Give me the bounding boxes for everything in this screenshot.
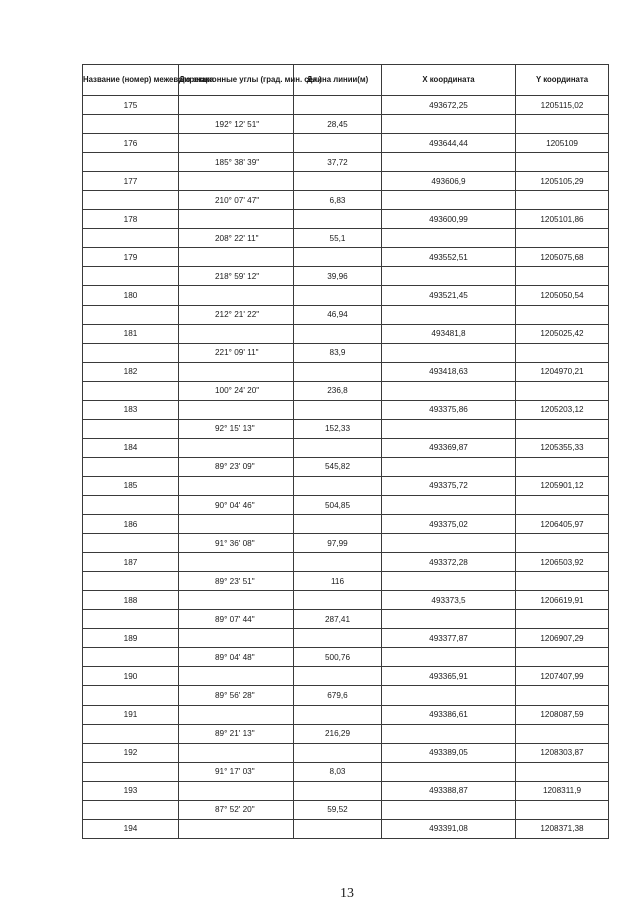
direction-angle-cell [179, 705, 294, 724]
line-length-cell [294, 743, 382, 762]
header-line-length: Длина линии(м) [294, 65, 382, 96]
x-coordinate-cell: 493606,9 [382, 172, 516, 191]
point-name-cell [83, 305, 179, 324]
direction-angle-cell [179, 210, 294, 229]
y-coordinate-cell [516, 572, 609, 591]
point-name-cell: 192 [83, 743, 179, 762]
x-coordinate-cell [382, 381, 516, 400]
line-length-cell [294, 819, 382, 838]
point-name-cell [83, 229, 179, 248]
point-name-cell [83, 572, 179, 591]
y-coordinate-cell: 1207407,99 [516, 667, 609, 686]
line-length-cell [294, 591, 382, 610]
point-name-cell: 188 [83, 591, 179, 610]
survey-points-table [82, 64, 609, 839]
direction-angle-cell [179, 286, 294, 305]
table-row [83, 153, 609, 172]
y-coordinate-cell: 1208311,9 [516, 781, 609, 800]
x-coordinate-cell [382, 762, 516, 781]
point-name-cell: 190 [83, 667, 179, 686]
line-length-cell [294, 134, 382, 153]
direction-angle-cell [179, 819, 294, 838]
direction-angle-cell: 212° 21' 22" [179, 305, 294, 324]
x-coordinate-cell [382, 191, 516, 210]
y-coordinate-cell: 1205115,02 [516, 96, 609, 115]
line-length-cell [294, 286, 382, 305]
table-row [83, 343, 609, 362]
x-coordinate-cell: 493644,44 [382, 134, 516, 153]
header-direction-angle: Дирекционные углы (град. мин. сек.) [179, 65, 294, 96]
direction-angle-cell [179, 96, 294, 115]
direction-angle-cell [179, 248, 294, 267]
table-row [83, 610, 609, 629]
point-name-cell: 186 [83, 515, 179, 534]
table-row [83, 381, 609, 400]
point-name-cell [83, 267, 179, 286]
point-name-cell: 178 [83, 210, 179, 229]
point-name-cell [83, 724, 179, 743]
y-coordinate-cell [516, 305, 609, 324]
y-coordinate-cell: 1206907,29 [516, 629, 609, 648]
direction-angle-cell: 90° 04' 46" [179, 495, 294, 514]
direction-angle-cell [179, 172, 294, 191]
x-coordinate-cell: 493552,51 [382, 248, 516, 267]
line-length-cell: 545,82 [294, 457, 382, 476]
point-name-cell: 194 [83, 819, 179, 838]
line-length-cell: 59,52 [294, 800, 382, 819]
y-coordinate-cell: 1205901,12 [516, 476, 609, 495]
header-x-coordinate: X координата [382, 65, 516, 96]
direction-angle-cell: 89° 04' 48" [179, 648, 294, 667]
table-row [83, 648, 609, 667]
line-length-cell: 679,6 [294, 686, 382, 705]
point-name-cell [83, 610, 179, 629]
table-row [83, 419, 609, 438]
table-row [83, 515, 609, 534]
point-name-cell: 179 [83, 248, 179, 267]
direction-angle-cell [179, 743, 294, 762]
line-length-cell: 500,76 [294, 648, 382, 667]
x-coordinate-cell [382, 267, 516, 286]
point-name-cell: 187 [83, 553, 179, 572]
point-name-cell [83, 762, 179, 781]
direction-angle-cell: 210° 07' 47" [179, 191, 294, 210]
y-coordinate-cell [516, 343, 609, 362]
y-coordinate-cell: 1205075,68 [516, 248, 609, 267]
y-coordinate-cell [516, 419, 609, 438]
x-coordinate-cell: 493373,5 [382, 591, 516, 610]
y-coordinate-cell [516, 229, 609, 248]
direction-angle-cell: 89° 56' 28" [179, 686, 294, 705]
x-coordinate-cell: 493386,61 [382, 705, 516, 724]
y-coordinate-cell [516, 534, 609, 553]
x-coordinate-cell [382, 229, 516, 248]
point-name-cell [83, 153, 179, 172]
point-name-cell: 185 [83, 476, 179, 495]
x-coordinate-cell: 493389,05 [382, 743, 516, 762]
table-row [83, 724, 609, 743]
direction-angle-cell [179, 591, 294, 610]
y-coordinate-cell [516, 153, 609, 172]
x-coordinate-cell: 493377,87 [382, 629, 516, 648]
x-coordinate-cell: 493375,86 [382, 400, 516, 419]
y-coordinate-cell [516, 762, 609, 781]
y-coordinate-cell [516, 267, 609, 286]
direction-angle-cell [179, 400, 294, 419]
y-coordinate-cell [516, 115, 609, 134]
x-coordinate-cell [382, 686, 516, 705]
line-length-cell [294, 248, 382, 267]
x-coordinate-cell [382, 724, 516, 743]
point-name-cell [83, 115, 179, 134]
x-coordinate-cell: 493375,72 [382, 476, 516, 495]
table-row [83, 495, 609, 514]
point-name-cell: 182 [83, 362, 179, 381]
direction-angle-cell: 92° 15' 13" [179, 419, 294, 438]
x-coordinate-cell: 493672,25 [382, 96, 516, 115]
line-length-cell: 97,99 [294, 534, 382, 553]
direction-angle-cell: 89° 23' 09" [179, 457, 294, 476]
y-coordinate-cell [516, 800, 609, 819]
point-name-cell [83, 495, 179, 514]
direction-angle-cell [179, 438, 294, 457]
y-coordinate-cell: 1205025,42 [516, 324, 609, 343]
table-row [83, 362, 609, 381]
y-coordinate-cell [516, 381, 609, 400]
line-length-cell [294, 324, 382, 343]
line-length-cell: 236,8 [294, 381, 382, 400]
y-coordinate-cell [516, 648, 609, 667]
y-coordinate-cell [516, 724, 609, 743]
table-row [83, 629, 609, 648]
x-coordinate-cell: 493481,8 [382, 324, 516, 343]
y-coordinate-cell: 1205050,54 [516, 286, 609, 305]
table-row [83, 96, 609, 115]
direction-angle-cell [179, 553, 294, 572]
line-length-cell: 83,9 [294, 343, 382, 362]
direction-angle-cell [179, 134, 294, 153]
y-coordinate-cell: 1206503,92 [516, 553, 609, 572]
table-row [83, 191, 609, 210]
y-coordinate-cell: 1205109 [516, 134, 609, 153]
direction-angle-cell [179, 476, 294, 495]
direction-angle-cell: 87° 52' 20" [179, 800, 294, 819]
x-coordinate-cell [382, 153, 516, 172]
x-coordinate-cell: 493375,02 [382, 515, 516, 534]
table-row [83, 553, 609, 572]
direction-angle-cell: 91° 17' 03" [179, 762, 294, 781]
line-length-cell [294, 629, 382, 648]
point-name-cell: 191 [83, 705, 179, 724]
x-coordinate-cell [382, 419, 516, 438]
line-length-cell [294, 515, 382, 534]
table-row [83, 400, 609, 419]
x-coordinate-cell [382, 343, 516, 362]
point-name-cell [83, 648, 179, 667]
point-name-cell: 175 [83, 96, 179, 115]
x-coordinate-cell: 493372,28 [382, 553, 516, 572]
point-name-cell: 189 [83, 629, 179, 648]
y-coordinate-cell [516, 191, 609, 210]
table-row [83, 438, 609, 457]
point-name-cell [83, 381, 179, 400]
line-length-cell: 152,33 [294, 419, 382, 438]
direction-angle-cell: 100° 24' 20" [179, 381, 294, 400]
table-row [83, 819, 609, 838]
line-length-cell: 55,1 [294, 229, 382, 248]
line-length-cell [294, 705, 382, 724]
point-name-cell [83, 686, 179, 705]
y-coordinate-cell: 1206619,91 [516, 591, 609, 610]
direction-angle-cell: 89° 21' 13" [179, 724, 294, 743]
y-coordinate-cell: 1208303,87 [516, 743, 609, 762]
line-length-cell [294, 210, 382, 229]
line-length-cell [294, 400, 382, 419]
point-name-cell [83, 534, 179, 553]
point-name-cell: 183 [83, 400, 179, 419]
y-coordinate-cell: 1206405,97 [516, 515, 609, 534]
x-coordinate-cell [382, 115, 516, 134]
direction-angle-cell: 89° 23' 51" [179, 572, 294, 591]
table-row [83, 267, 609, 286]
x-coordinate-cell [382, 800, 516, 819]
y-coordinate-cell: 1205355,33 [516, 438, 609, 457]
direction-angle-cell [179, 362, 294, 381]
direction-angle-cell [179, 667, 294, 686]
direction-angle-cell: 185° 38' 39" [179, 153, 294, 172]
line-length-cell: 504,85 [294, 495, 382, 514]
table-row [83, 781, 609, 800]
point-name-cell: 184 [83, 438, 179, 457]
y-coordinate-cell: 1208371,38 [516, 819, 609, 838]
direction-angle-cell: 89° 07' 44" [179, 610, 294, 629]
line-length-cell [294, 781, 382, 800]
table-header-row [83, 65, 609, 96]
y-coordinate-cell: 1205105,29 [516, 172, 609, 191]
x-coordinate-cell [382, 610, 516, 629]
line-length-cell [294, 438, 382, 457]
table-row [83, 305, 609, 324]
line-length-cell: 37,72 [294, 153, 382, 172]
table-row [83, 134, 609, 153]
table-row [83, 286, 609, 305]
y-coordinate-cell: 1208087,59 [516, 705, 609, 724]
line-length-cell: 6,83 [294, 191, 382, 210]
x-coordinate-cell [382, 495, 516, 514]
x-coordinate-cell: 493600,99 [382, 210, 516, 229]
point-name-cell [83, 191, 179, 210]
table-row [83, 572, 609, 591]
line-length-cell: 28,45 [294, 115, 382, 134]
table-row [83, 686, 609, 705]
x-coordinate-cell: 493391,08 [382, 819, 516, 838]
direction-angle-cell: 192° 12' 51" [179, 115, 294, 134]
direction-angle-cell: 221° 09' 11" [179, 343, 294, 362]
y-coordinate-cell: 1204970,21 [516, 362, 609, 381]
y-coordinate-cell [516, 686, 609, 705]
direction-angle-cell [179, 781, 294, 800]
line-length-cell: 116 [294, 572, 382, 591]
x-coordinate-cell: 493369,87 [382, 438, 516, 457]
point-name-cell [83, 419, 179, 438]
line-length-cell: 216,29 [294, 724, 382, 743]
y-coordinate-cell [516, 495, 609, 514]
direction-angle-cell [179, 515, 294, 534]
table-row [83, 534, 609, 553]
direction-angle-cell [179, 324, 294, 343]
line-length-cell [294, 476, 382, 495]
y-coordinate-cell: 1205101,86 [516, 210, 609, 229]
point-name-cell: 177 [83, 172, 179, 191]
table-row [83, 324, 609, 343]
line-length-cell: 8,03 [294, 762, 382, 781]
x-coordinate-cell [382, 534, 516, 553]
x-coordinate-cell [382, 305, 516, 324]
y-coordinate-cell [516, 610, 609, 629]
x-coordinate-cell: 493365,91 [382, 667, 516, 686]
table-row [83, 210, 609, 229]
x-coordinate-cell: 493388,87 [382, 781, 516, 800]
direction-angle-cell: 208° 22' 11" [179, 229, 294, 248]
header-point-name: Название (номер) межевого знака [83, 65, 179, 96]
table-row [83, 705, 609, 724]
table-row [83, 743, 609, 762]
table-row [83, 248, 609, 267]
table-body [83, 96, 609, 839]
table-row [83, 115, 609, 134]
table-row [83, 667, 609, 686]
table-row [83, 476, 609, 495]
x-coordinate-cell [382, 572, 516, 591]
line-length-cell: 39,96 [294, 267, 382, 286]
direction-angle-cell: 91° 36' 08" [179, 534, 294, 553]
direction-angle-cell: 218° 59' 12" [179, 267, 294, 286]
line-length-cell [294, 96, 382, 115]
point-name-cell: 176 [83, 134, 179, 153]
x-coordinate-cell: 493418,63 [382, 362, 516, 381]
y-coordinate-cell [516, 457, 609, 476]
point-name-cell [83, 800, 179, 819]
point-name-cell [83, 343, 179, 362]
point-name-cell [83, 457, 179, 476]
x-coordinate-cell [382, 457, 516, 476]
line-length-cell: 287,41 [294, 610, 382, 629]
table-row [83, 762, 609, 781]
table-row [83, 800, 609, 819]
direction-angle-cell [179, 629, 294, 648]
x-coordinate-cell [382, 648, 516, 667]
x-coordinate-cell: 493521,45 [382, 286, 516, 305]
header-y-coordinate: Y координата [516, 65, 609, 96]
y-coordinate-cell: 1205203,12 [516, 400, 609, 419]
table-row [83, 591, 609, 610]
line-length-cell [294, 553, 382, 572]
point-name-cell: 181 [83, 324, 179, 343]
table-row [83, 172, 609, 191]
table-row [83, 457, 609, 476]
page-number: 13 [340, 886, 354, 901]
point-name-cell: 193 [83, 781, 179, 800]
line-length-cell [294, 362, 382, 381]
line-length-cell [294, 172, 382, 191]
line-length-cell [294, 667, 382, 686]
line-length-cell: 46,94 [294, 305, 382, 324]
point-name-cell: 180 [83, 286, 179, 305]
table-row [83, 229, 609, 248]
